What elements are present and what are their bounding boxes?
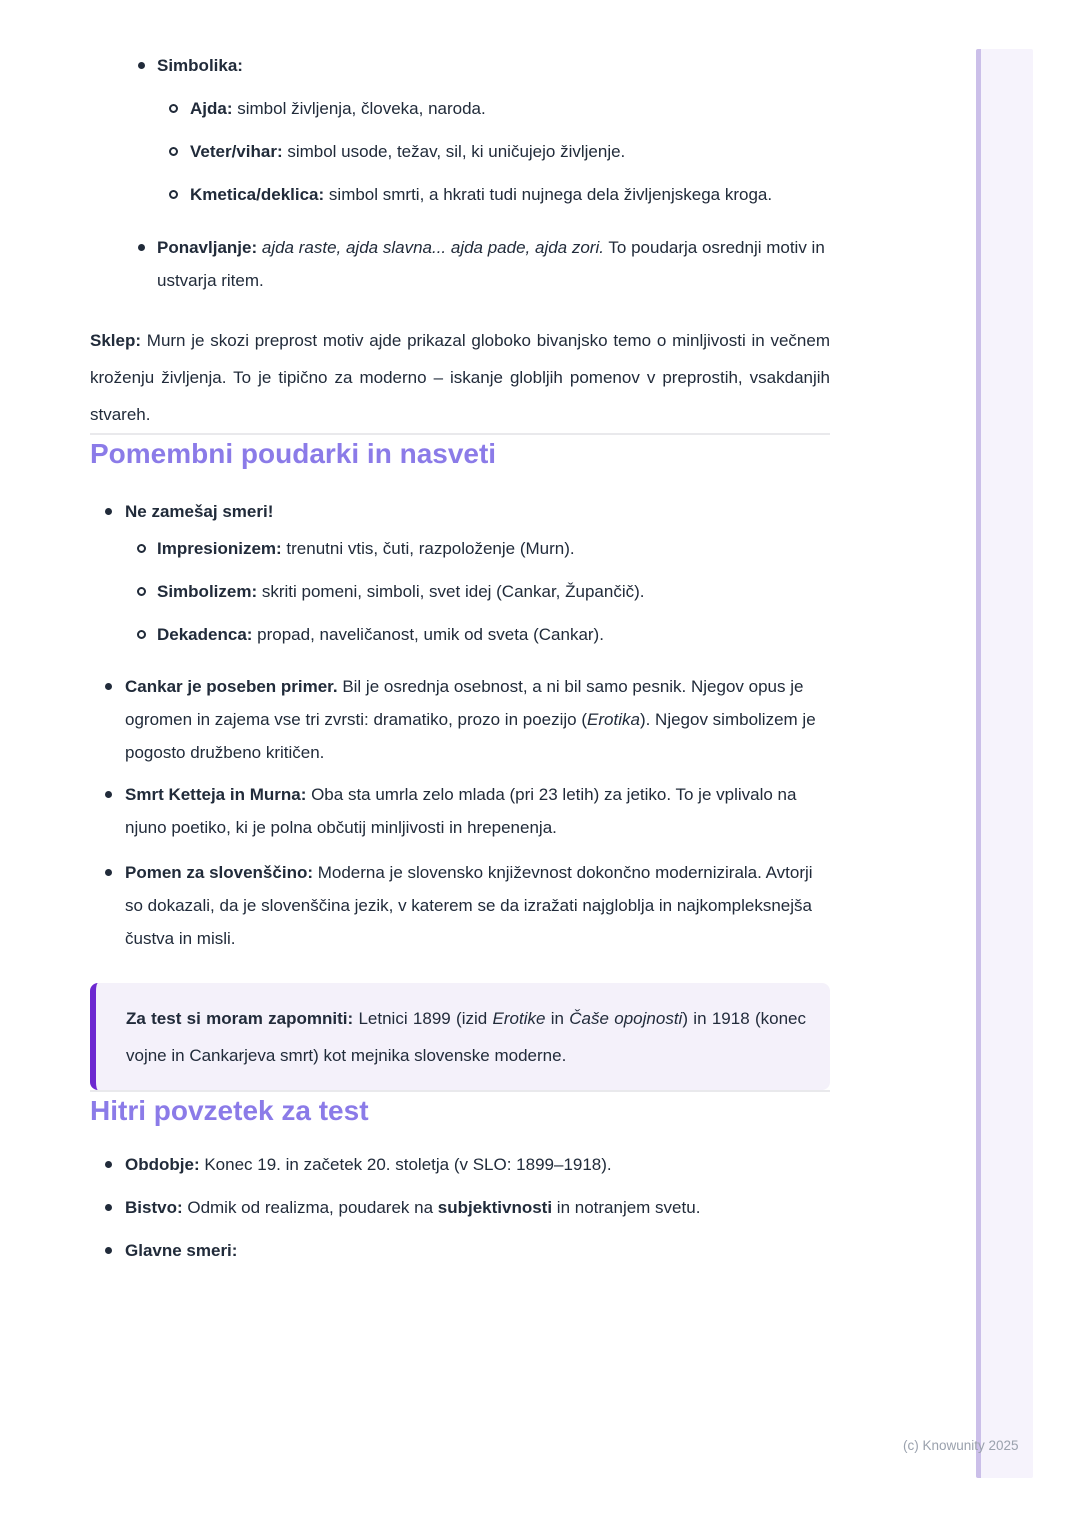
section-heading-povzetek: Hitri povzetek za test: [90, 1095, 369, 1126]
callout-lead: Za test si moram zapomniti:: [126, 1009, 354, 1028]
list-item-cankar: [90, 670, 830, 769]
item-text: skriti pomeni, simboli, svet idej (Cankar, Župančič).: [257, 582, 645, 601]
list-item-ne-zamesaj: [90, 495, 830, 528]
list-item-ajda: [90, 92, 830, 125]
item-text: Oba sta umrla zelo mlada (pri 23 letih) za jetiko. To je vplivalo na njuno poetiko, ki je polna občutij minljivosti in hrepenenja.: [125, 785, 797, 837]
callout-work-title: Erotike: [492, 1009, 546, 1028]
item-text: simbol smrti, a hkrati tudi nujnega dela življenjskega kroga.: [324, 185, 773, 204]
item-lead: Impresionizem:: [157, 539, 282, 558]
item-text: To poudarja osrednji motiv in ustvarja ritem.: [157, 238, 825, 290]
item-lead: Ajda:: [190, 99, 233, 118]
callout-text: Letnici 1899 (izid: [353, 1009, 493, 1028]
item-text: Odmik od realizma, poudarek na: [182, 1198, 438, 1217]
item-text: trenutni vtis, čuti, razpoloženje (Murn).: [281, 539, 575, 558]
list-item-bistvo: [90, 1191, 830, 1224]
item-text: Moderna je slovensko književnost dokončno modernizirala. Avtorji so dokazali, da je slovenščina jezik, v katerem se da izražati najgloblja in najkompleksnejša čustva in misli.: [125, 863, 813, 948]
list-item-smrt: [90, 778, 830, 844]
page-margin-strip: [976, 49, 1033, 1478]
list-item-ponavljanje: [90, 231, 830, 297]
item-text: propad, naveličanost, umik od sveta (Cankar).: [252, 625, 604, 644]
item-lead: Dekadenca:: [157, 625, 253, 644]
list-item-kmetica: [90, 178, 830, 211]
item-text: Konec 19. in začetek 20. stoletja (v SLO: 1899–1918).: [199, 1155, 612, 1174]
item-text: in notranjem svetu.: [552, 1198, 701, 1217]
item-lead: Kmetica/deklica:: [190, 185, 325, 204]
item-text: simbol življenja, človeka, naroda.: [232, 99, 486, 118]
item-lead: Simbolika:: [157, 56, 243, 75]
item-lead: Simbolizem:: [157, 582, 258, 601]
item-lead: Obdobje:: [125, 1155, 200, 1174]
item-work-title: Erotika: [587, 710, 640, 729]
callout-work-title: Čaše opojnosti: [569, 1009, 683, 1028]
list-item-simbolika: [90, 49, 830, 82]
item-lead: Ponavljanje:: [157, 238, 258, 257]
item-emphasis: subjektivnosti: [437, 1198, 553, 1217]
callout-box: [90, 983, 830, 1090]
paragraph-text: Murn je skozi preprost motiv ajde prikazal globoko bivanjsko temo o minljivosti in večnem kroženju življenja. To je tipično za moderno – iskanje globljih pomenov v preprostih, vsakdanjih stvareh.: [90, 331, 830, 424]
list-item-pomen: [90, 856, 830, 955]
item-lead: Smrt Ketteja in Murna:: [125, 785, 307, 804]
list-item-dekadenca: [90, 618, 830, 651]
item-text: simbol usode, težav, sil, ki uničujejo življenje.: [282, 142, 626, 161]
item-text: ). Njegov simbolizem je pogosto družbeno kritičen.: [125, 710, 816, 762]
section-heading-poudarki: Pomembni poudarki in nasveti: [90, 438, 497, 469]
paragraph-lead: Sklep:: [90, 331, 142, 350]
callout-text: ) in 1918 (konec vojne in Cankarjeva smrt) kot mejnika slovenske moderne.: [126, 1009, 806, 1065]
list-item-veter: [90, 135, 830, 168]
item-text: Bil je osrednja osebnost, a ni bil samo pesnik. Njegov opus je ogromen in zajema vse tri zvrsti: dramatiko, prozo in poezijo (: [125, 677, 804, 729]
item-lead: Ne zamešaj smeri!: [125, 502, 274, 521]
conclusion-paragraph: [90, 322, 830, 433]
item-quote: ajda raste, ajda slavna... ajda pade, ajda zori.: [257, 238, 604, 257]
item-lead: Veter/vihar:: [190, 142, 283, 161]
footer-credit: (c) Knowunity 2025: [903, 1438, 1019, 1453]
list-item-glavne-smeri: [90, 1234, 830, 1267]
item-lead: Glavne smeri:: [125, 1241, 238, 1260]
list-item-impresionizem: [90, 532, 830, 565]
item-lead: Pomen za slovenščino:: [125, 863, 313, 882]
item-lead: Cankar je poseben primer.: [125, 677, 338, 696]
content-column: [90, 0, 830, 1267]
list-item-simbolizem: [90, 575, 830, 608]
list-item-obdobje: [90, 1148, 830, 1181]
callout-text: in: [545, 1009, 570, 1028]
item-lead: Bistvo:: [125, 1198, 183, 1217]
